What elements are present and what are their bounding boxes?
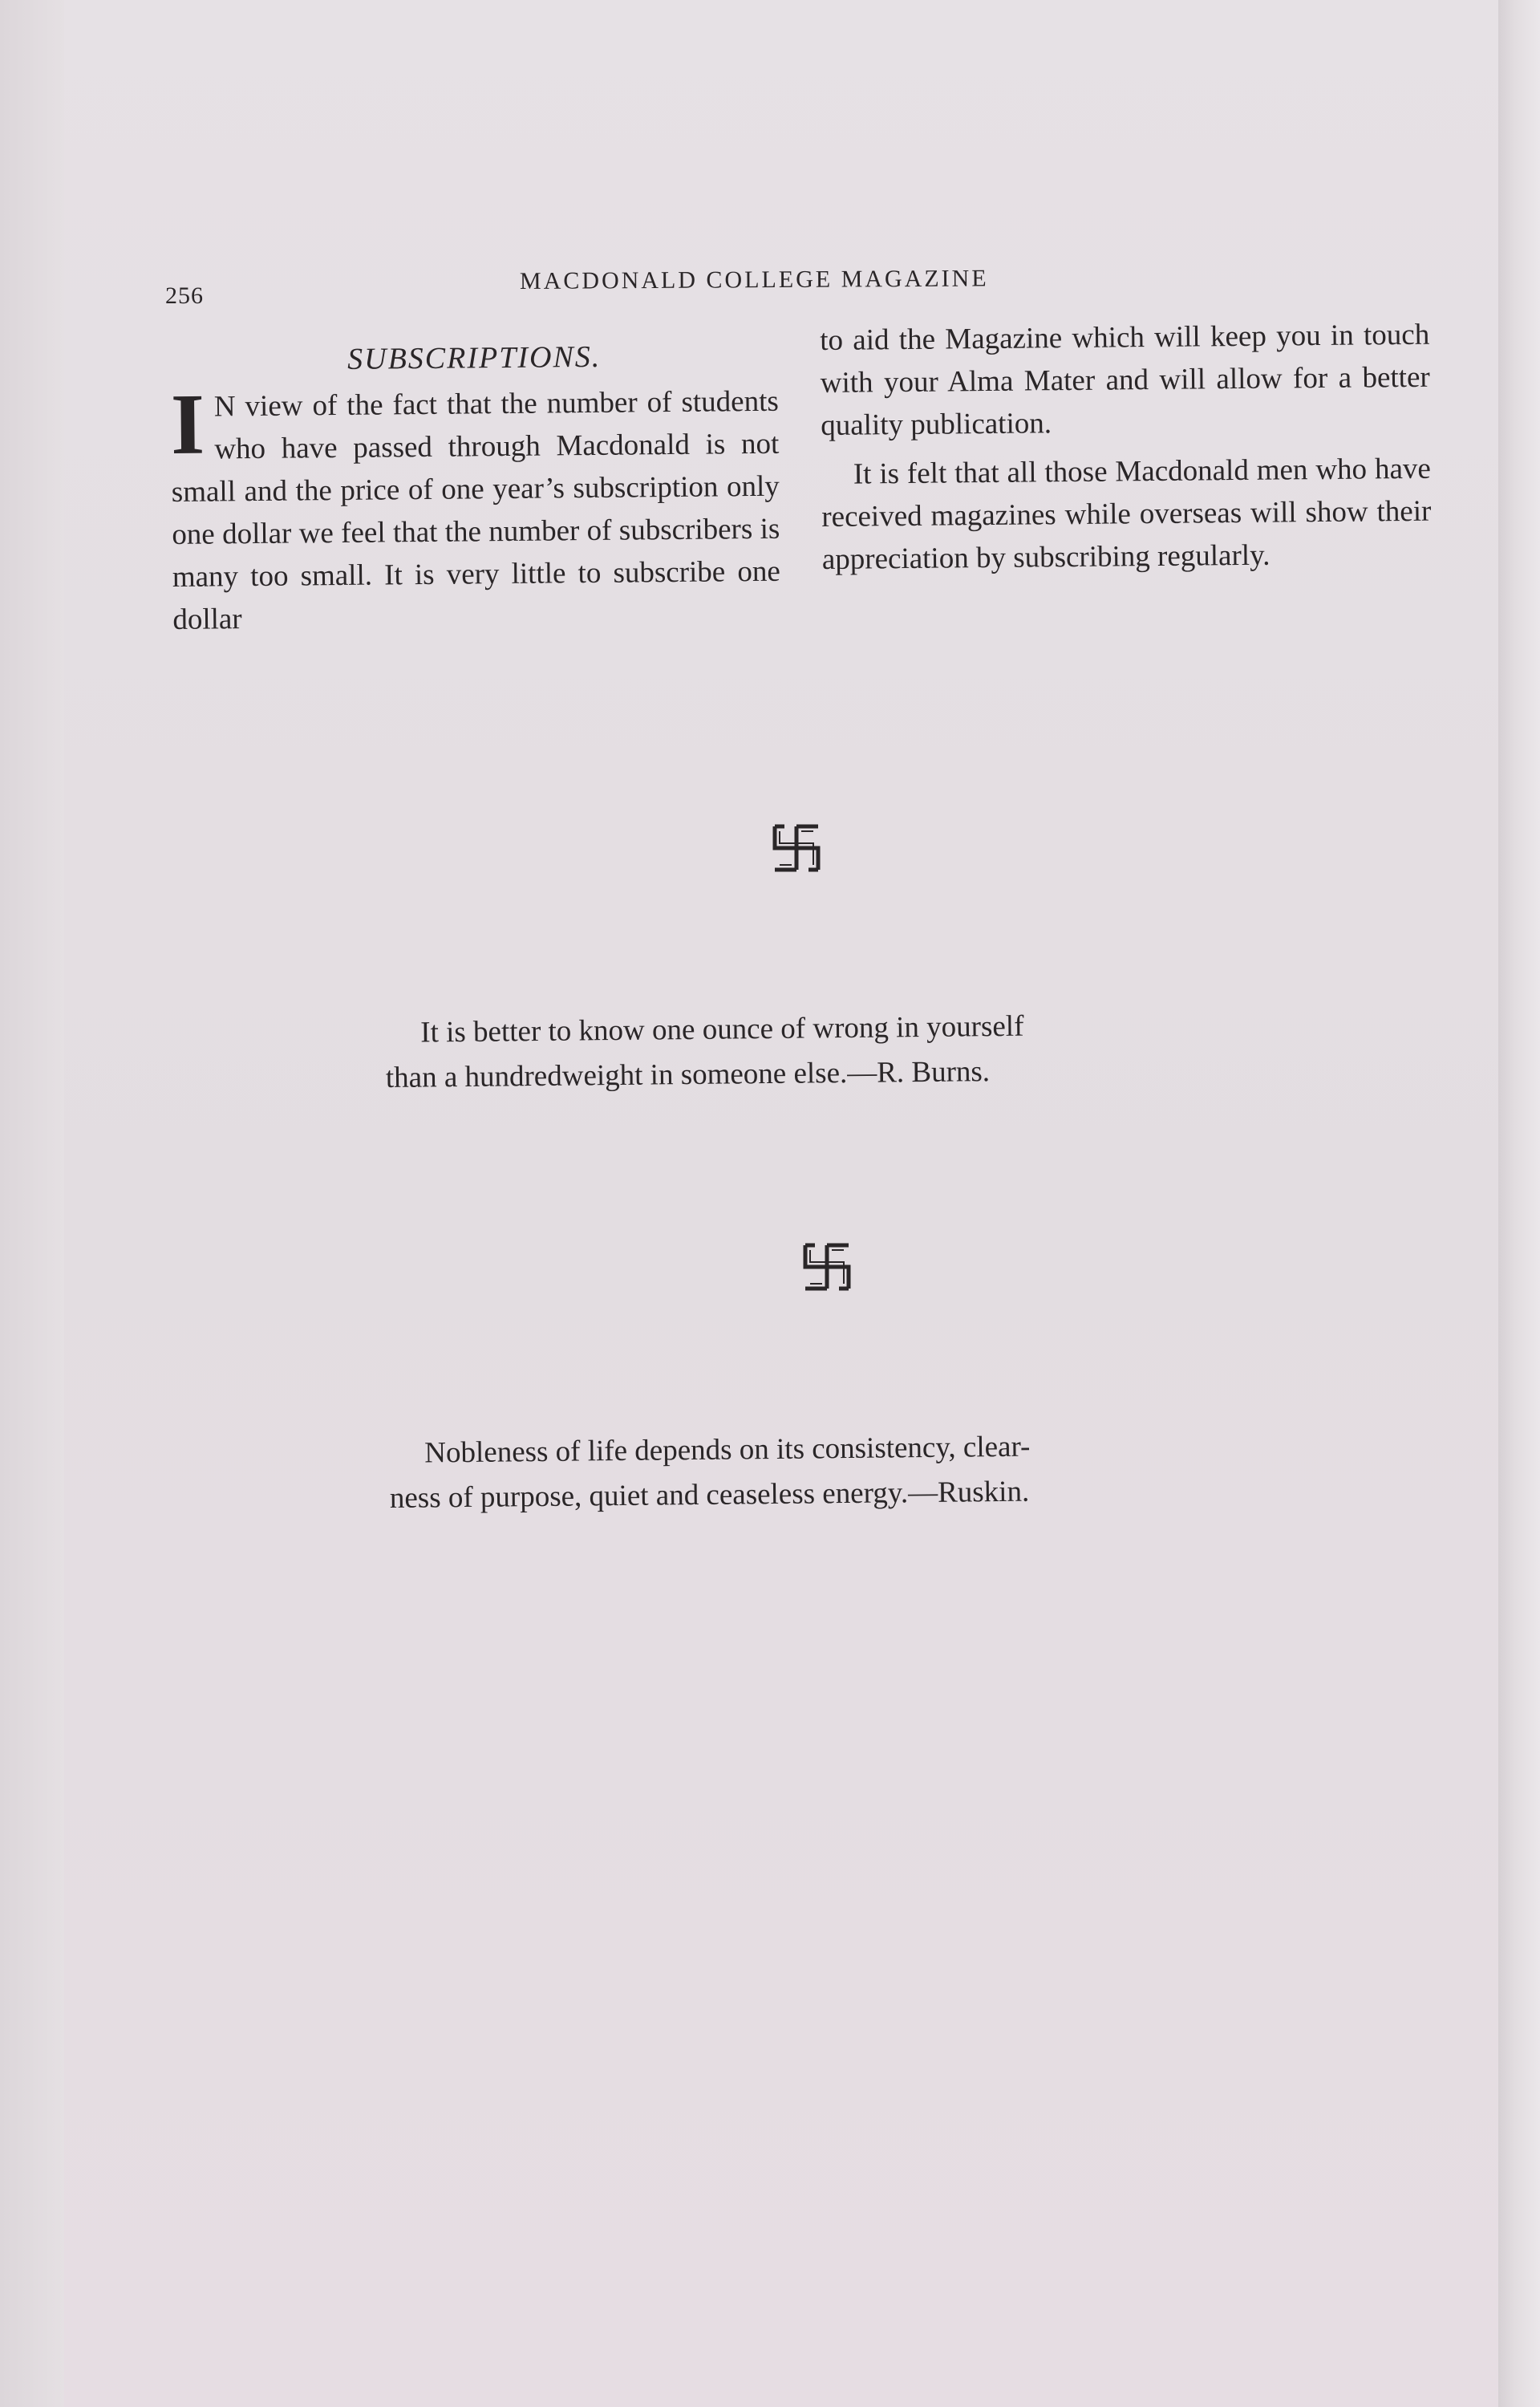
article-title: SUBSCRIPTIONS. xyxy=(346,339,602,376)
drop-cap: I xyxy=(170,376,205,473)
article-column-left xyxy=(170,335,781,641)
page-right-edge xyxy=(1498,0,1540,2407)
paragraph-1-left-text: N view of the fact that the number of students who have passed through Macdonald is not small and the price of one year’s subscription only one dollar we feel that the number of subscribers is many too small. It is very little to subscribe one dollar xyxy=(171,384,780,636)
page-number: 256 xyxy=(165,282,204,309)
article-column-right xyxy=(820,314,1432,581)
quote-burns-line-2: than a hundredweight in someone else.—R. Burns. xyxy=(385,1055,991,1094)
quote-ruskin-line-2: ness of purpose, quiet and ceaseless energy.—Ruskin. xyxy=(389,1475,1030,1515)
page-left-edge xyxy=(0,0,64,2407)
quote-burns xyxy=(385,1005,1024,1101)
article-paragraph-1-part-1 xyxy=(170,376,781,641)
article-paragraph-2: It is felt that all those Macdonald men who have received magazines while overseas will show their appreciation by subscribing regularly. xyxy=(821,452,1432,576)
running-head: MACDONALD COLLEGE MAGAZINE xyxy=(519,265,989,294)
quote-burns-line-1: It is better to know one ounce of wrong in yourself xyxy=(420,1009,1024,1049)
article-paragraph-1-part-2: to aid the Magazine which will keep you in touch with your Alma Mater and will allow for a better quality publication. xyxy=(820,318,1430,442)
swastika-ornament-icon xyxy=(799,1239,855,1295)
swastika-ornament-icon xyxy=(768,820,825,876)
quote-ruskin xyxy=(389,1425,1031,1521)
quote-ruskin-line-1: Nobleness of life depends on its consistency, clear- xyxy=(424,1430,1031,1470)
